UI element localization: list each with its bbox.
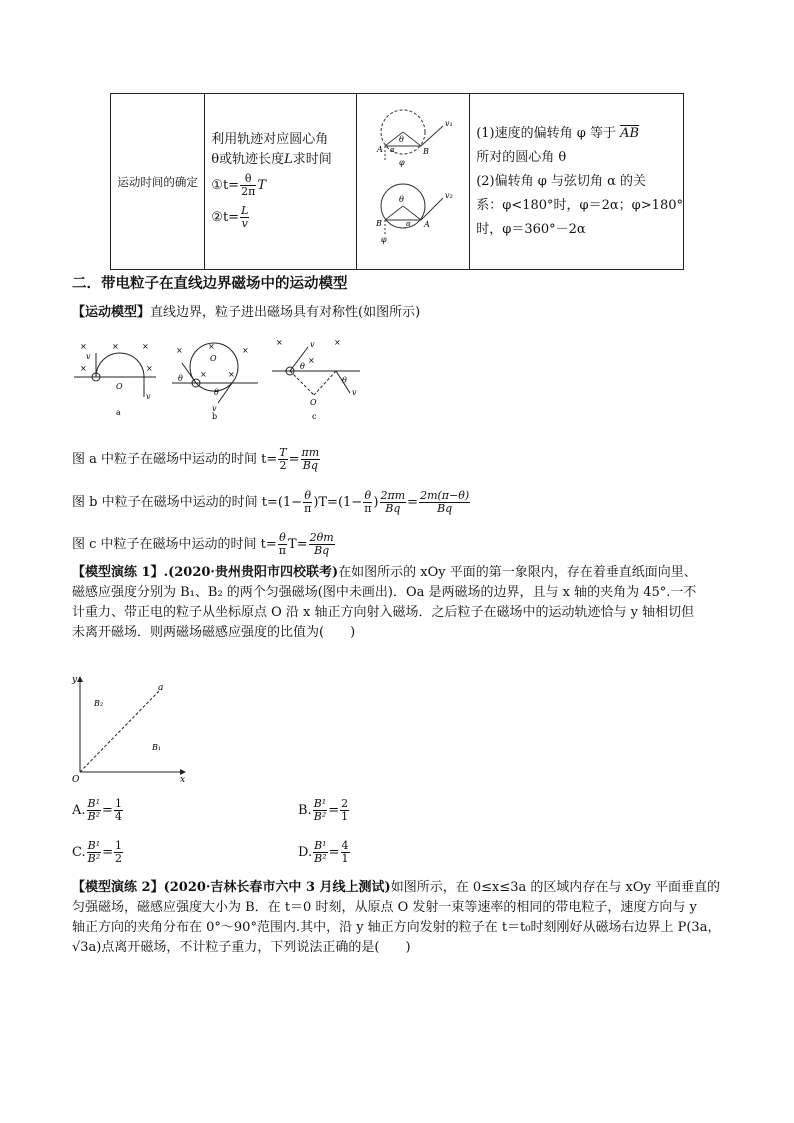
formula-c: 图 c 中粒子在磁场中运动的时间 t= $\frac{\theta}{\pi}$ T= $\frac{2\theta m}{Bq}$ bbox=[72, 531, 334, 557]
table-label: 运动时间的确定 bbox=[117, 174, 198, 189]
svg-text:A: A bbox=[377, 145, 383, 154]
option-d[interactable]: D. $\frac{\text{B¹}}{\text{B²}}$ = $\frac{4}{1}$ bbox=[298, 839, 349, 865]
svg-text:×: × bbox=[176, 346, 183, 355]
svg-text:c: c bbox=[312, 412, 317, 421]
svg-text:θ: θ bbox=[300, 362, 305, 371]
method-cell bbox=[205, 94, 357, 270]
upper-exit-velocity bbox=[421, 126, 443, 146]
svg-text:y: y bbox=[72, 675, 78, 685]
problem2-line4: √3a)点离开磁场，不计粒子重力，下列说法正确的是( ) bbox=[72, 940, 411, 955]
svg-text:a: a bbox=[158, 683, 164, 693]
problem1-line1: 【模型演练 1】.(2020·贵州贵阳市四校联考)在如图所示的 xOy 平面的第一象限内，存在着垂直纸面向里、 bbox=[72, 565, 697, 580]
svg-text:φ: φ bbox=[399, 158, 405, 167]
boundary-figures bbox=[72, 333, 362, 421]
option-b[interactable]: B. $\frac{\text{B¹}}{\text{B²}}$ = $\frac{2}{1}$ bbox=[298, 797, 349, 823]
figure-c bbox=[272, 338, 360, 421]
method-line2: θ或轨迹长度L求时间 bbox=[211, 151, 332, 167]
diagram-cell bbox=[357, 94, 470, 270]
figure-a bbox=[74, 342, 156, 417]
option-c[interactable]: C. $\frac{\text{B¹}}{\text{B²}}$ = $\frac{1}{2}$ bbox=[72, 839, 123, 865]
problem1-line2: 磁感应强度分别为 B₁、B₂ 的两个匀强磁场(图中未画出)．Oa 是两磁场的边界，且与 x 轴的夹角为 45°.一不 bbox=[72, 585, 697, 600]
svg-text:×: × bbox=[334, 338, 341, 347]
svg-text:×: × bbox=[276, 338, 283, 347]
svg-text:B: B bbox=[376, 219, 383, 228]
summary-table bbox=[110, 93, 684, 270]
svg-text:α: α bbox=[406, 220, 411, 228]
svg-text:b: b bbox=[212, 412, 218, 421]
option-a[interactable]: A. $\frac{\text{B¹}}{\text{B²}}$ = $\frac{1}{4}$ bbox=[72, 797, 122, 823]
svg-text:O: O bbox=[210, 354, 217, 363]
table-label-cell bbox=[111, 94, 205, 270]
svg-text:O: O bbox=[72, 775, 80, 782]
svg-text:×: × bbox=[200, 370, 207, 379]
svg-text:θ: θ bbox=[178, 374, 183, 383]
svg-text:B₁: B₁ bbox=[152, 743, 162, 752]
svg-text:×: × bbox=[112, 342, 119, 351]
problem1-figure bbox=[70, 672, 195, 782]
svg-text:v₂: v₂ bbox=[445, 191, 453, 200]
method-formula2: ②t= $\frac{L}{v}$ bbox=[211, 203, 249, 230]
svg-text:×: × bbox=[228, 370, 235, 379]
svg-text:O: O bbox=[116, 382, 123, 391]
svg-text:×: × bbox=[208, 342, 215, 351]
figure-b bbox=[172, 342, 258, 421]
method-line1: 利用轨迹对应圆心角 bbox=[211, 131, 329, 147]
note-line5: 时，φ＝360°－2α bbox=[476, 221, 586, 237]
formula-b: 图 b 中粒子在磁场中运动的时间 t=(1− $\frac{\theta}{\pi}$ )T=(1− $\frac{\theta}{\pi}$ ) $\frac{2\pi m}{Bq}$ = $\frac{2m(\pi-\theta)}{Bq}$ bbox=[72, 489, 470, 515]
svg-text:×: × bbox=[308, 356, 315, 365]
motion-model-tag: 【运动模型】 bbox=[72, 305, 151, 320]
svg-text:B₂: B₂ bbox=[94, 699, 104, 708]
problem2-text bbox=[72, 878, 732, 958]
formula-a: 图 a 中粒子在磁场中运动的时间 t= $\frac{T}{2}$ = $\frac{\pi m}{Bq}$ bbox=[72, 446, 320, 472]
note-line2: 所对的圆心角 θ bbox=[476, 149, 567, 165]
svg-text:B: B bbox=[423, 147, 430, 156]
svg-text:v: v bbox=[310, 340, 315, 349]
note-line4: 系：φ<180°时，φ＝2α；φ>180° bbox=[476, 197, 683, 213]
problem1-text bbox=[72, 563, 732, 643]
problem2-line2: 匀强磁场，磁感应强度大小为 B．在 t＝0 时刻，从原点 O 发射一束等速率的相同的带电粒子，速度方向与 y bbox=[72, 900, 697, 915]
boundary-Oa bbox=[80, 690, 160, 772]
svg-text:A: A bbox=[424, 220, 430, 229]
note-line3: (2)偏转角 φ 与弦切角 α 的关 bbox=[476, 173, 647, 189]
svg-text:θ: θ bbox=[399, 195, 405, 204]
svg-text:×: × bbox=[146, 364, 153, 373]
note-line1: (1)速度的偏转角 φ 等于 $\overline{AB}$ bbox=[476, 125, 640, 141]
svg-text:x: x bbox=[180, 775, 186, 782]
motion-model-line bbox=[72, 303, 420, 323]
svg-text:v: v bbox=[146, 392, 151, 401]
svg-text:O: O bbox=[310, 398, 317, 407]
svg-text:v: v bbox=[352, 388, 357, 397]
svg-text:θ: θ bbox=[342, 376, 347, 385]
problem2-line3: 轴正方向的夹角分布在 0°～90°范围内.其中，沿 y 轴正方向发射的粒子在 t＝t₀时刻刚好从磁场右边界上 P(3a， bbox=[72, 920, 721, 935]
svg-text:θ: θ bbox=[214, 388, 219, 397]
motion-model-text: 直线边界，粒子进出磁场具有对称性(如图所示) bbox=[150, 305, 421, 320]
svg-text:v: v bbox=[86, 352, 91, 361]
svg-text:×: × bbox=[80, 342, 87, 351]
chord-angle-diagram bbox=[357, 94, 469, 265]
svg-text:×: × bbox=[80, 364, 87, 373]
svg-text:v₁: v₁ bbox=[445, 119, 453, 128]
section-title: 二．带电粒子在直线边界磁场中的运动模型 bbox=[72, 275, 348, 292]
svg-text:×: × bbox=[142, 342, 149, 351]
svg-text:α: α bbox=[390, 146, 395, 154]
svg-text:φ: φ bbox=[381, 235, 387, 244]
svg-text:a: a bbox=[116, 408, 121, 417]
svg-text:×: × bbox=[242, 346, 249, 355]
method-formula1: ①t= $\frac{\theta}{2\pi}$ T bbox=[211, 171, 266, 198]
problem2-line1: 【模型演练 2】(2020·吉林长春市六中 3 月线上测试)如图所示，在 0≤x≤3a 的区域内存在与 xOy 平面垂直的 bbox=[72, 880, 720, 895]
problem1-line4: 未离开磁场．则两磁场磁感应强度的比值为( ) bbox=[72, 625, 356, 640]
notes-cell bbox=[470, 94, 684, 270]
svg-text:v: v bbox=[212, 404, 217, 413]
svg-text:θ: θ bbox=[399, 135, 405, 144]
problem1-line3: 计重力、带正电的粒子从坐标原点 O 沿 x 轴正方向射入磁场．之后粒子在磁场中的运动轨迹恰与 y 轴相切但 bbox=[72, 605, 695, 620]
